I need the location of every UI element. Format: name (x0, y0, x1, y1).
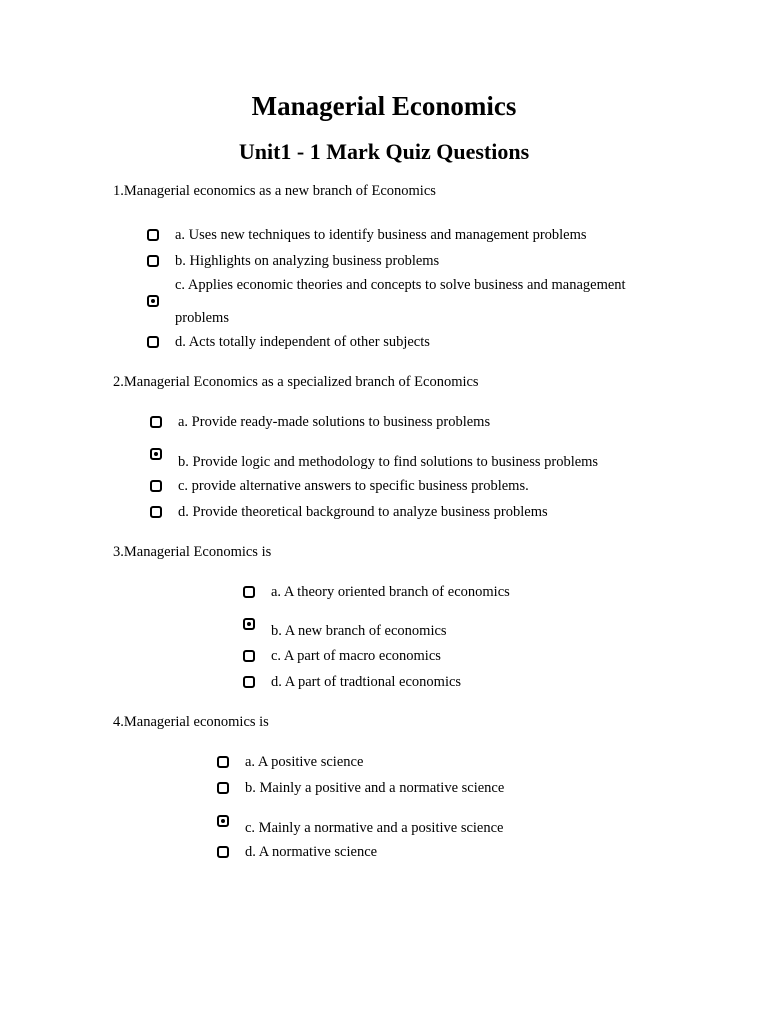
radio-button-icon[interactable] (150, 480, 162, 492)
option-label: b. A new branch of economics (271, 623, 447, 639)
option-label: d. Acts totally independent of other subjects (175, 334, 430, 350)
radio-button-selected-icon[interactable] (147, 295, 159, 307)
radio-button-icon[interactable] (147, 336, 159, 348)
radio-button-selected-icon[interactable] (217, 815, 229, 827)
radio-button-selected-icon[interactable] (150, 448, 162, 460)
option-label: a. A theory oriented branch of economics (271, 584, 510, 600)
option-label-continued: problems (175, 310, 229, 326)
option-label: b. Mainly a positive and a normative science (245, 780, 505, 796)
question-4-text: 4.Managerial economics is (113, 714, 269, 730)
option-label: c. Applies economic theories and concepts to solve business and management (175, 277, 626, 293)
radio-button-icon[interactable] (217, 756, 229, 768)
radio-button-icon[interactable] (150, 506, 162, 518)
option-label: a. Provide ready-made solutions to business problems (178, 414, 491, 430)
option-label: d. A part of tradtional economics (271, 674, 462, 690)
question-2-text: 2.Managerial Economics as a specialized branch of Economics (113, 374, 479, 390)
radio-button-icon[interactable] (150, 416, 162, 428)
option-label: c. A part of macro economics (271, 648, 441, 664)
option-label: a. Uses new techniques to identify business and management problems (175, 227, 587, 243)
page-title: Managerial Economics (251, 91, 517, 121)
radio-button-icon[interactable] (243, 676, 255, 688)
radio-button-icon[interactable] (147, 229, 159, 241)
question-1-text: 1.Managerial economics as a new branch of Economics (113, 183, 436, 199)
option-label: b. Highlights on analyzing business problems (175, 253, 440, 269)
radio-button-icon[interactable] (217, 782, 229, 794)
radio-button-icon[interactable] (243, 650, 255, 662)
page-subtitle: Unit1 - 1 Mark Quiz Questions (238, 139, 530, 164)
option-label: a. A positive science (245, 754, 364, 770)
radio-button-icon[interactable] (243, 586, 255, 598)
option-label: d. A normative science (245, 844, 378, 860)
radio-button-icon[interactable] (147, 255, 159, 267)
radio-button-icon[interactable] (217, 846, 229, 858)
question-3-text: 3.Managerial Economics is (113, 544, 272, 560)
option-label: d. Provide theoretical background to analyze business problems (178, 504, 548, 520)
radio-button-selected-icon[interactable] (243, 618, 255, 630)
option-label: c. provide alternative answers to specific business problems. (178, 478, 529, 494)
option-label: b. Provide logic and methodology to find solutions to business problems (178, 454, 599, 470)
option-label: c. Mainly a normative and a positive science (245, 820, 504, 836)
